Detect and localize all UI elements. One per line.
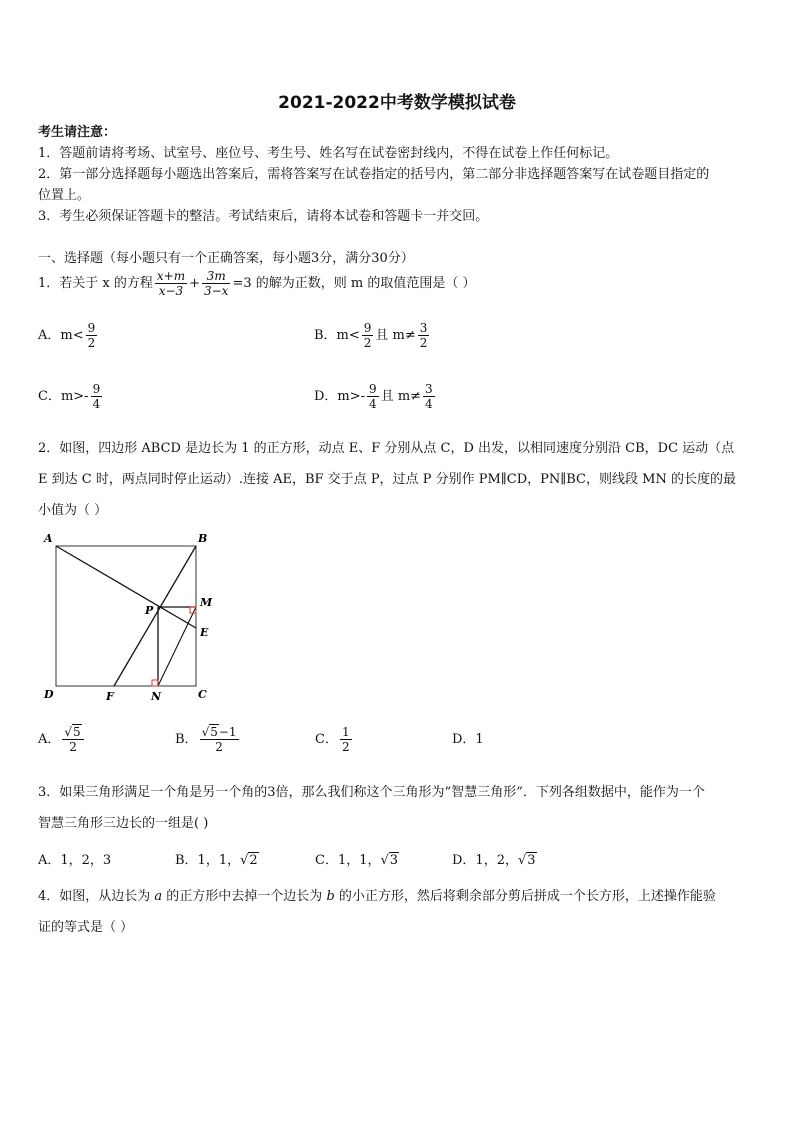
q1-option-c[interactable]: C．m>- $\frac{9}{4}$ bbox=[38, 382, 101, 411]
q3-line-2: 智慧三角形三边长的一组是( ) bbox=[38, 816, 209, 831]
q3-line-1: 3．如果三角形满足一个角是另一个角的3倍，那么我们称这个三角形为“智慧三角形”．下列各组数据中，能作为一个 bbox=[38, 785, 705, 800]
q2-option-c[interactable]: C． $\frac{1}{2}$ bbox=[315, 725, 350, 754]
q2-line-3: 小值为（ ） bbox=[38, 503, 108, 518]
q2-line-1: 2．如图，四边形 ABCD 是边长为 1 的正方形，动点 E、F 分别从点 C，D 出发，以相同速度分别沿 CB，DC 运动（点 bbox=[38, 441, 735, 456]
q1-option-d[interactable]: D．m>- $\frac{9}{4}$ 且 m≠ $\frac{3}{4}$ bbox=[314, 382, 433, 411]
q2-option-d[interactable]: D．1 bbox=[452, 732, 484, 747]
label-b: B bbox=[198, 532, 208, 545]
q1-fraction-1: $\frac{x+m}{x-3}$ bbox=[156, 269, 186, 298]
label-c: C bbox=[198, 688, 207, 701]
label-e: E bbox=[200, 626, 209, 639]
q1-suffix: =3 的解为正数，则 m 的取值范围是（ ） bbox=[232, 276, 476, 291]
q4-line-1: 4．如图，从边长为 a 的正方形中去掉一个边长为 b 的小正方形，然后将剩余部分剪后拼成一个长方形，上述操作能验 bbox=[38, 889, 716, 904]
q4-line-2: 证的等式是（ ） bbox=[38, 920, 134, 935]
label-p: P bbox=[145, 604, 154, 617]
label-f: F bbox=[106, 690, 114, 703]
segment-mn bbox=[158, 607, 196, 686]
notice-item-3: 3．考生必须保证答题卡的整洁。考试结束后，请将本试卷和答题卡一并交回。 bbox=[38, 209, 489, 224]
q2-square-figure bbox=[38, 528, 223, 703]
section-heading: 一、选择题（每小题只有一个正确答案，每小题3分，满分30分） bbox=[38, 251, 414, 266]
q3-option-a[interactable]: A．1，2，3 bbox=[38, 853, 112, 868]
segment-ae bbox=[56, 546, 196, 628]
notice-item-1: 1．答题前请将考场、试室号、座位号、考生号、姓名写在试卷密封线内，不得在试卷上作任何标记。 bbox=[38, 146, 619, 161]
segment-bf bbox=[114, 546, 196, 686]
q3-option-c[interactable]: C．1，1，√3 bbox=[315, 853, 399, 868]
q2-option-b[interactable]: B． $\frac{√5-1}{2}$ bbox=[175, 725, 237, 754]
label-a: A bbox=[44, 532, 53, 545]
q3-option-d[interactable]: D．1，2，√3 bbox=[452, 853, 536, 868]
notice-item-2: 2．第一部分选择题每小题选出答案后，需将答案写在试卷指定的括号内，第二部分非选择题答案写在试卷题目指定的 bbox=[38, 167, 710, 182]
notice-item-2-cont: 位置上。 bbox=[38, 188, 91, 203]
q1-fraction-2: $\frac{3m}{3-x}$ bbox=[203, 269, 229, 298]
q1-option-a[interactable]: A．m< $\frac{9}{2}$ bbox=[38, 321, 96, 350]
q1-prefix: 1．若关于 x 的方程 bbox=[38, 276, 153, 291]
label-n: N bbox=[151, 690, 162, 703]
label-d: D bbox=[44, 688, 54, 701]
q3-option-b[interactable]: B．1，1，√2 bbox=[175, 853, 258, 868]
page-title: 2021-2022中考数学模拟试卷 bbox=[278, 93, 516, 113]
right-angle-n bbox=[152, 680, 158, 686]
label-m: M bbox=[200, 596, 213, 609]
notice-heading: 考生请注意： bbox=[38, 125, 117, 140]
q1-option-b[interactable]: B．m< $\frac{9}{2}$ 且 m≠ $\frac{3}{2}$ bbox=[314, 321, 428, 350]
question-1 bbox=[38, 266, 475, 302]
q2-option-a[interactable]: A． $\frac{√5}{2}$ bbox=[38, 722, 86, 758]
q1-plus: + bbox=[189, 276, 200, 291]
q2-line-2: E 到达 C 时，两点同时停止运动）.连接 AE，BF 交于点 P，过点 P 分别作 PM∥CD，PN∥BC，则线段 MN 的长度的最 bbox=[38, 472, 736, 487]
